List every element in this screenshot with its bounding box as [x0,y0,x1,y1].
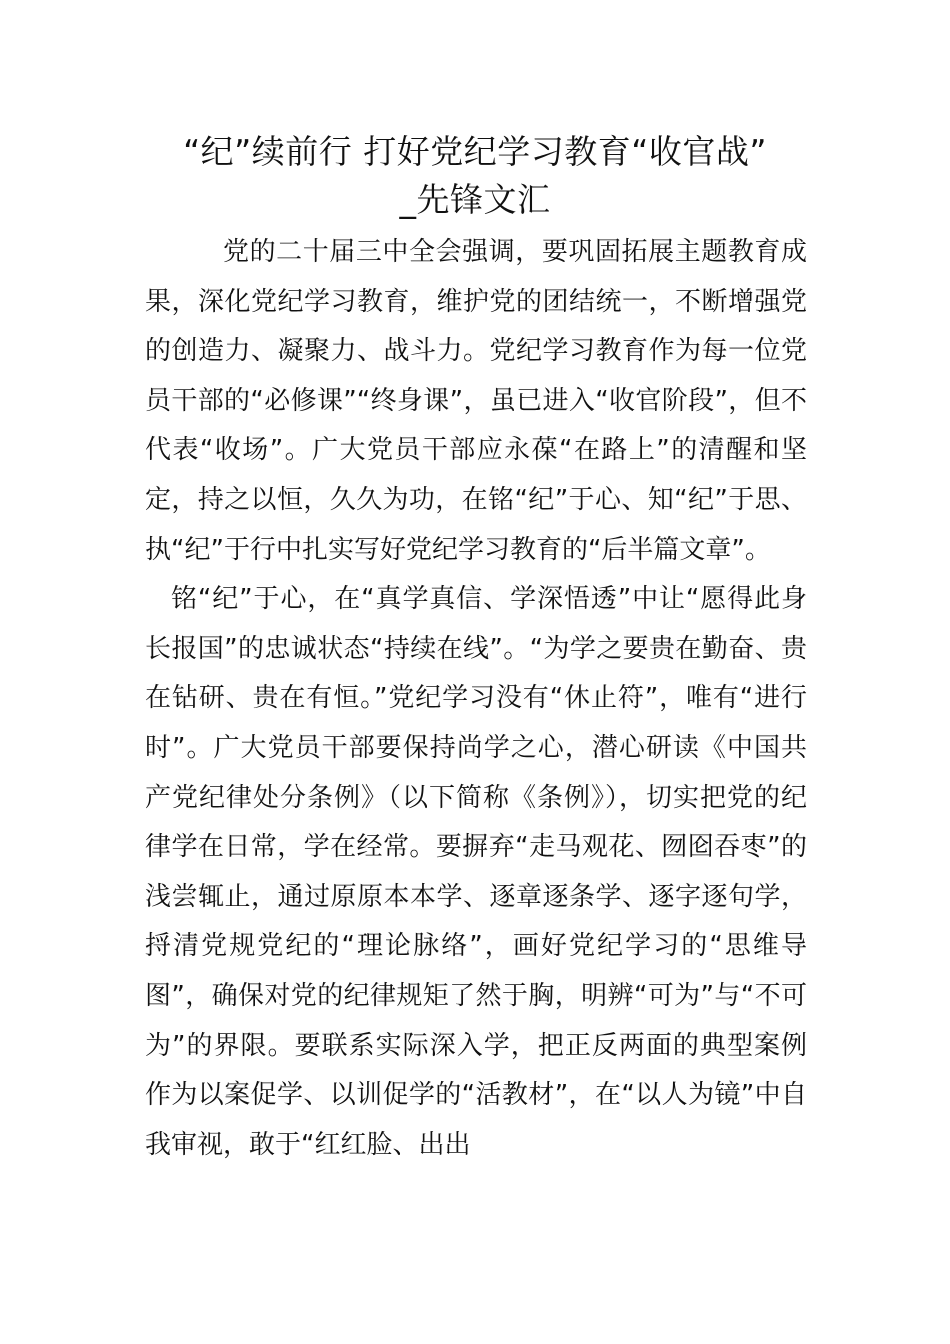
document-body [145,228,807,1170]
document-title [120,128,830,224]
title-line-2: _先锋文汇 [399,180,551,219]
paragraph-1: 党的二十届三中全会强调，要巩固拓展主题教育成果，深化党纪学习教育，维护党的团结统一，不断增强党的创造力、凝聚力、战斗力。党纪学习教育作为每一位党员干部的“必修课”“终身课”，虽已进入“收官阶段”，但不代表“收场”。广大党员干部应永葆“在路上”的清醒和坚定，持之以恒，久久为功，在铭“纪”于心、知“纪”于思、执“纪”于行中扎实写好党纪学习教育的“后半篇文章”。 [145,237,807,565]
paragraph-2: 铭“纪”于心，在“真学真信、学深悟透”中让“愿得此身长报国”的忠诚状态“持续在线”。“为学之要贵在勤奋、贵在钻研、贵在有恒。”党纪学习没有“休止符”，唯有“进行时”。广大党员干部要保持尚学之心，潜心研读《中国共产党纪律处分条例》（以下简称《条例》），切实把党的纪律学在日常，学在经常。要摒弃“走马观花、囫囵吞枣”的浅尝辄止，通过原原本本学、逐章逐条学、逐字逐句学，捋清党规党纪的“理论脉络”，画好党纪学习的“思维导图”，确保对党的纪律规矩了然于胸，明辨“可为”与“不可为”的界限。要联系实际深入学，把正反两面的典型案例作为以案促学、以训促学的“活教材”，在“以人为镜”中自我审视，敢于“红红脸、出出 [145,584,807,1160]
title-line-1: “纪”续前行 打好党纪学习教育“收官战” [183,132,767,171]
